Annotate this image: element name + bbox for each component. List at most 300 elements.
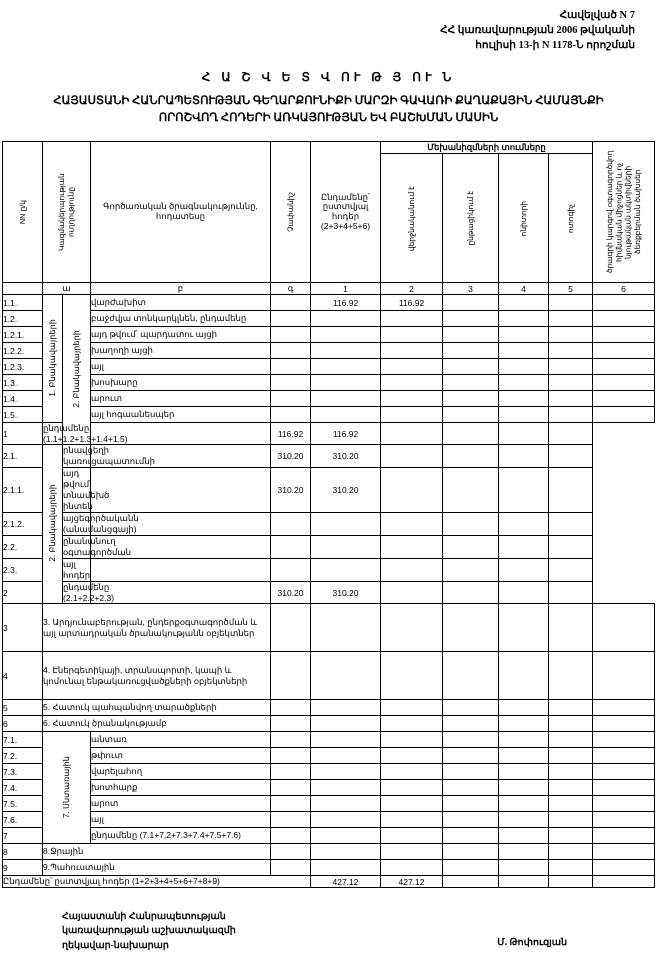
row-c4 xyxy=(549,375,593,391)
row-c1 xyxy=(381,604,443,652)
row-total xyxy=(311,716,381,732)
row-c5 xyxy=(593,604,655,652)
row-c5 xyxy=(593,327,655,343)
index-nn xyxy=(3,283,43,295)
row-total xyxy=(311,748,381,764)
table-row-grand-total xyxy=(3,876,655,888)
header-col-2: ընթացիկում է xyxy=(443,154,499,283)
row-units xyxy=(271,343,311,359)
row-c5 xyxy=(549,513,593,536)
row-c2 xyxy=(443,407,499,423)
row-c4 xyxy=(549,700,593,716)
row-label: այդ թվում՝ տնամեխծ ինտեն xyxy=(63,468,110,512)
row-c5 xyxy=(593,796,655,812)
document-header xyxy=(0,8,635,54)
row-c4 xyxy=(499,513,549,536)
row-total xyxy=(311,732,381,748)
table-row-section xyxy=(3,844,655,860)
row-c3 xyxy=(499,860,549,876)
row-units xyxy=(271,652,311,700)
row-c1 xyxy=(381,652,443,700)
row-c2 xyxy=(443,311,499,327)
table-row xyxy=(3,359,655,375)
row-c1 xyxy=(381,716,443,732)
grand-total-c4 xyxy=(549,876,593,888)
row-total xyxy=(311,327,381,343)
grand-total-c5 xyxy=(593,876,655,888)
row-nn: 8 xyxy=(3,844,43,860)
row-label: այլ xyxy=(91,812,271,828)
index-5: 5 xyxy=(549,283,593,295)
row-units xyxy=(271,359,311,375)
row-label: անտառ xyxy=(91,732,271,748)
row-c3 xyxy=(499,780,549,796)
index-g: գ xyxy=(271,283,311,295)
row-c1: 116.92 xyxy=(381,295,443,311)
row-c5 xyxy=(593,375,655,391)
row-c5 xyxy=(593,391,655,407)
row-total xyxy=(311,311,381,327)
row-c2 xyxy=(381,468,443,513)
row-c1 xyxy=(381,343,443,359)
row-nn: 3 xyxy=(3,604,43,652)
row-units xyxy=(271,732,311,748)
row-label: 9.Պահուստային xyxy=(43,860,271,876)
row-units xyxy=(91,468,271,513)
row-c3 xyxy=(443,582,499,604)
row-c5 xyxy=(593,748,655,764)
row-c3 xyxy=(443,536,499,559)
row-c4 xyxy=(499,445,549,468)
row-c1 xyxy=(381,391,443,407)
group-label-settlement: 1. Բնակավայրերի xyxy=(43,295,63,423)
row-units xyxy=(271,604,311,652)
document-subtitle xyxy=(40,93,617,128)
row-units xyxy=(271,748,311,764)
row-c5 xyxy=(593,828,655,844)
row-label: ընդամենը (7.1+7.2+7.3+7.4+7.5+7.6) xyxy=(91,828,271,844)
row-c5 xyxy=(593,359,655,375)
row-nn: 7.4. xyxy=(3,780,43,796)
row-units xyxy=(271,796,311,812)
table-row xyxy=(3,311,655,327)
row-c4 xyxy=(549,812,593,828)
row-c4 xyxy=(549,343,593,359)
group-label-settlement-3: 2. Բնակավայրերի xyxy=(43,445,63,604)
row-units xyxy=(271,764,311,780)
row-c2 xyxy=(443,700,499,716)
header-col-3: ոնիտորի xyxy=(499,154,549,283)
row-label: վարելահող xyxy=(91,764,271,780)
row-label: վարժախիտ xyxy=(91,295,271,311)
row-c3 xyxy=(443,445,499,468)
row-nn: 2.1.2. xyxy=(3,513,43,536)
row-c1 xyxy=(311,513,381,536)
row-c5 xyxy=(549,423,593,445)
row-c4 xyxy=(549,295,593,311)
row-nn: 1.3. xyxy=(3,375,43,391)
row-c1 xyxy=(381,860,443,876)
row-c3 xyxy=(499,828,549,844)
table-row-subtotal xyxy=(3,828,655,844)
row-c5 xyxy=(593,311,655,327)
row-nn: 1.4. xyxy=(3,391,43,407)
row-c3 xyxy=(499,764,549,780)
row-c4 xyxy=(549,860,593,876)
row-c4 xyxy=(549,407,593,423)
row-total xyxy=(311,860,381,876)
row-nn: 5 xyxy=(3,700,43,716)
row-label: ընդամենը (2.1+2.2+2.3) xyxy=(63,582,115,604)
row-total: 116.92 xyxy=(271,423,311,445)
row-label: այլ հոդեր xyxy=(63,559,91,581)
row-c2 xyxy=(443,828,499,844)
row-label: արոտ xyxy=(91,796,271,812)
row-c4 xyxy=(549,732,593,748)
row-c4 xyxy=(549,652,593,700)
row-label: 5. Հատուկ պահպանվող տարածքների xyxy=(43,700,271,716)
row-nn: 1 xyxy=(3,423,43,445)
row-c1 xyxy=(381,748,443,764)
row-c2 xyxy=(443,359,499,375)
row-c1 xyxy=(381,407,443,423)
index-1: 1 xyxy=(311,283,381,295)
row-c2 xyxy=(381,582,443,604)
row-label: րնավցեղի կառուցապատումնի xyxy=(63,445,156,467)
row-nn: 2.1.1. xyxy=(3,468,43,513)
row-label: խոսխարը xyxy=(91,375,271,391)
decision-line-2: հուլիսի 13-ի N 1178-Ն որոշման xyxy=(475,40,635,52)
row-units xyxy=(271,391,311,407)
row-c2 xyxy=(443,716,499,732)
row-c3 xyxy=(499,295,549,311)
index-3: 3 xyxy=(443,283,499,295)
row-c1: 310.20 xyxy=(311,468,381,513)
header-total: Ընդամենը՝ ըստտվյալ հոդեր (2+3+4+5+6) xyxy=(311,142,381,283)
row-label: խոտհարք xyxy=(91,780,271,796)
row-c5 xyxy=(593,295,655,311)
row-total xyxy=(311,652,381,700)
row-total xyxy=(311,844,381,860)
table-row xyxy=(3,536,655,559)
row-nn: 2.2. xyxy=(3,536,43,559)
row-total xyxy=(311,796,381,812)
row-nn: 1.1. xyxy=(3,295,43,311)
row-nn: 1.2. xyxy=(3,311,43,327)
subtitle-line-2: ՈՐՈՇՎՈՂ ՀՈԴԵՐԻ ԱՌԿԱՅՈՒԹՅԱՆ ԵՎ ԲԱՇԽՄԱՆ ՄԱՍԻՆ xyxy=(158,111,499,124)
row-c5 xyxy=(593,700,655,716)
row-c1 xyxy=(311,559,381,582)
row-c2 xyxy=(443,391,499,407)
row-c2 xyxy=(443,652,499,700)
row-units xyxy=(271,700,311,716)
table-row xyxy=(3,343,655,359)
row-c4 xyxy=(549,716,593,732)
footer-line-3: ղեկավար-նախարար xyxy=(62,940,169,951)
row-total xyxy=(311,700,381,716)
row-total xyxy=(311,391,381,407)
row-c1 xyxy=(381,375,443,391)
row-c2 xyxy=(443,343,499,359)
row-c5 xyxy=(593,780,655,796)
table-row-section xyxy=(3,652,655,700)
row-nn: 7.3. xyxy=(3,764,43,780)
row-c3 xyxy=(499,844,549,860)
row-c5 xyxy=(549,536,593,559)
row-total xyxy=(311,812,381,828)
row-c5 xyxy=(593,652,655,700)
row-label: այդ թվում՝ պարդատու այցի xyxy=(91,327,271,343)
row-c2 xyxy=(443,796,499,812)
row-c3 xyxy=(499,327,549,343)
row-c4 xyxy=(549,764,593,780)
row-c3 xyxy=(499,391,549,407)
row-nn: 2.1. xyxy=(3,445,43,468)
row-c2 xyxy=(443,844,499,860)
row-c1: 310.20 xyxy=(311,445,381,468)
row-c2 xyxy=(381,559,443,582)
row-nn: 7.2. xyxy=(3,748,43,764)
row-c3 xyxy=(499,796,549,812)
row-c2 xyxy=(443,604,499,652)
row-c3 xyxy=(499,343,549,359)
row-label: թփուտ xyxy=(91,748,271,764)
row-c5 xyxy=(593,844,655,860)
decision-line-1: ՀՀ կառավարության 2006 թվականի xyxy=(440,25,635,37)
index-4: 4 xyxy=(499,283,549,295)
row-units xyxy=(271,812,311,828)
row-c4 xyxy=(499,423,549,445)
group-label-settlement-2: 2. Բնակավայրերի xyxy=(63,295,91,445)
row-c3 xyxy=(499,375,549,391)
row-c5 xyxy=(549,582,593,604)
row-nn: 1.2.1. xyxy=(3,327,43,343)
row-total xyxy=(311,375,381,391)
row-c4 xyxy=(549,828,593,844)
row-c5 xyxy=(593,716,655,732)
row-total: 310.20 xyxy=(271,582,311,604)
table-row xyxy=(3,559,655,582)
row-c2 xyxy=(381,423,443,445)
row-nn: 2 xyxy=(3,582,43,604)
table-row xyxy=(3,468,655,513)
row-units xyxy=(271,311,311,327)
row-c1 xyxy=(381,828,443,844)
table-row-section xyxy=(3,700,655,716)
table-row xyxy=(3,445,655,468)
header-units: Չափանիշ xyxy=(271,142,311,283)
row-nn: 7.5. xyxy=(3,796,43,812)
row-label: խաղողի այցի xyxy=(91,343,271,359)
row-total xyxy=(271,513,311,536)
table-row-subtotal xyxy=(3,423,655,445)
header-acquisition-costs: ծրագրի կարգով օգտագործվող հիմնական միջոցներ և ոչ նյութական ակտիվների ձեռքբերման ծախսեր xyxy=(593,142,655,283)
row-c4 xyxy=(549,844,593,860)
row-total: 310.20 xyxy=(271,445,311,468)
row-nn: 7.1. xyxy=(3,732,43,748)
row-label: այլ հոգաանեսպեր xyxy=(91,407,271,423)
footer-line-1: Հայաստանի Հանրապետության xyxy=(62,912,226,923)
row-c4 xyxy=(549,780,593,796)
row-c4 xyxy=(549,748,593,764)
row-c3 xyxy=(499,359,549,375)
row-total xyxy=(311,764,381,780)
row-c3 xyxy=(499,812,549,828)
row-c5 xyxy=(549,468,593,513)
row-c5 xyxy=(593,764,655,780)
header-direction: Կազմակերպության ուղղությունը xyxy=(43,142,91,283)
row-c2 xyxy=(443,375,499,391)
row-c5 xyxy=(593,860,655,876)
table-row xyxy=(3,295,655,311)
row-c4 xyxy=(549,327,593,343)
row-nn: 6 xyxy=(3,716,43,732)
row-units xyxy=(271,327,311,343)
row-c4 xyxy=(549,604,593,652)
table-row xyxy=(3,375,655,391)
row-c2 xyxy=(443,327,499,343)
row-c3 xyxy=(499,407,549,423)
table-row xyxy=(3,796,655,812)
index-row xyxy=(3,283,655,295)
row-c1 xyxy=(381,844,443,860)
table-row-subtotal xyxy=(3,582,655,604)
row-c1 xyxy=(381,311,443,327)
table-row xyxy=(3,748,655,764)
row-c1 xyxy=(381,796,443,812)
row-c3 xyxy=(499,748,549,764)
row-c1: 310.20 xyxy=(311,582,381,604)
row-nn: 1.2.3. xyxy=(3,359,43,375)
row-c2 xyxy=(443,732,499,748)
grand-total-c3 xyxy=(499,876,549,888)
row-c1 xyxy=(381,327,443,343)
table-row xyxy=(3,391,655,407)
row-nn: 2.3. xyxy=(3,559,43,582)
row-nn: 7 xyxy=(3,828,43,844)
report-table xyxy=(2,141,655,888)
row-c5 xyxy=(593,732,655,748)
row-total xyxy=(311,604,381,652)
row-c3 xyxy=(499,732,549,748)
table-row xyxy=(3,327,655,343)
row-c5 xyxy=(549,559,593,582)
row-total xyxy=(271,536,311,559)
row-label: 4. Էներգետիկայի, տրանսպորտի, կապի և կոմունալ ենթակառուցվածքների օբյեկտների xyxy=(43,652,271,700)
row-label: բաջժվյա տոնկարկլնեն, ընդամենը xyxy=(91,311,271,327)
row-c3 xyxy=(499,652,549,700)
row-c1 xyxy=(381,359,443,375)
row-c2 xyxy=(443,780,499,796)
document-page xyxy=(0,8,657,951)
row-label: 6. Հատուկ ծրանակությամբ xyxy=(43,716,271,732)
index-2: 2 xyxy=(381,283,443,295)
page-title: Հ Ա Շ Վ Ե Տ Վ ՈՒ Թ Յ ՈՒ Ն xyxy=(201,69,456,84)
row-nn: 9 xyxy=(3,860,43,876)
table-row-section xyxy=(3,860,655,876)
row-total xyxy=(271,559,311,582)
row-c5 xyxy=(549,445,593,468)
row-c4 xyxy=(549,311,593,327)
group-label-forest: 7. Սնտառային xyxy=(43,732,91,844)
row-c2 xyxy=(443,860,499,876)
row-c3 xyxy=(499,716,549,732)
table-row-section xyxy=(3,604,655,652)
grand-total-c2 xyxy=(443,876,499,888)
row-label: արուտ xyxy=(91,391,271,407)
row-c2 xyxy=(443,295,499,311)
row-total: 116.92 xyxy=(311,295,381,311)
row-units xyxy=(271,844,311,860)
grand-total-value: 427.12 xyxy=(311,876,381,888)
row-c3 xyxy=(499,700,549,716)
header-nn: NN ը/կ xyxy=(3,142,43,283)
header-col-1: վերջնականում է xyxy=(381,154,443,283)
row-c5 xyxy=(593,343,655,359)
row-c1 xyxy=(381,764,443,780)
grand-total-label: Ընդամենը՝ ըստտվյալ հոդեր (1+2+3+4+5+6+7+8+9) xyxy=(3,876,311,888)
row-c2 xyxy=(381,445,443,468)
index-a: ա xyxy=(43,283,91,295)
appendix-number: Հավելված N 7 xyxy=(559,10,635,21)
row-nn: 1.2.2. xyxy=(3,343,43,359)
row-c3 xyxy=(443,559,499,582)
row-label: ընանանուղ օգտագործման xyxy=(63,536,132,558)
index-6: 6 xyxy=(593,283,655,295)
row-units xyxy=(91,559,271,582)
row-label: 3. Արդյունաբերության, ընդերքօգտագործման և այլ արտադրական ծրանակությանն օբյեկտներ xyxy=(43,604,271,652)
row-c3 xyxy=(443,513,499,536)
row-label: այլ xyxy=(91,359,271,375)
signature-name: Մ. Թոփուզյան xyxy=(497,937,567,948)
row-c3 xyxy=(443,423,499,445)
row-c3 xyxy=(499,311,549,327)
table-row xyxy=(3,780,655,796)
row-units xyxy=(271,295,311,311)
row-c5 xyxy=(593,812,655,828)
row-label: այցեգործականն (անամանցգայի) xyxy=(63,513,139,535)
table-row xyxy=(3,513,655,536)
row-total: 310.20 xyxy=(271,468,311,513)
row-c4 xyxy=(499,468,549,513)
row-c4 xyxy=(499,536,549,559)
row-units xyxy=(271,780,311,796)
row-units xyxy=(271,375,311,391)
row-c1 xyxy=(381,700,443,716)
header-mechanisms-group: Մեխանիզմների տումները xyxy=(381,142,593,154)
row-nn: 4 xyxy=(3,652,43,700)
row-c3 xyxy=(443,468,499,513)
row-c1 xyxy=(311,536,381,559)
grand-total-c1: 427.12 xyxy=(381,876,443,888)
row-c2 xyxy=(443,748,499,764)
row-total xyxy=(311,780,381,796)
row-total xyxy=(311,828,381,844)
table-row xyxy=(3,764,655,780)
row-nn: 1.5. xyxy=(3,407,43,423)
table-row xyxy=(3,407,655,423)
row-c2 xyxy=(443,812,499,828)
row-units xyxy=(271,860,311,876)
row-c1: 116.92 xyxy=(311,423,381,445)
row-c4 xyxy=(499,559,549,582)
row-nn: 7.6. xyxy=(3,812,43,828)
row-c1 xyxy=(381,812,443,828)
table-row-section xyxy=(3,716,655,732)
row-c2 xyxy=(443,764,499,780)
row-c4 xyxy=(549,359,593,375)
row-c1 xyxy=(381,732,443,748)
